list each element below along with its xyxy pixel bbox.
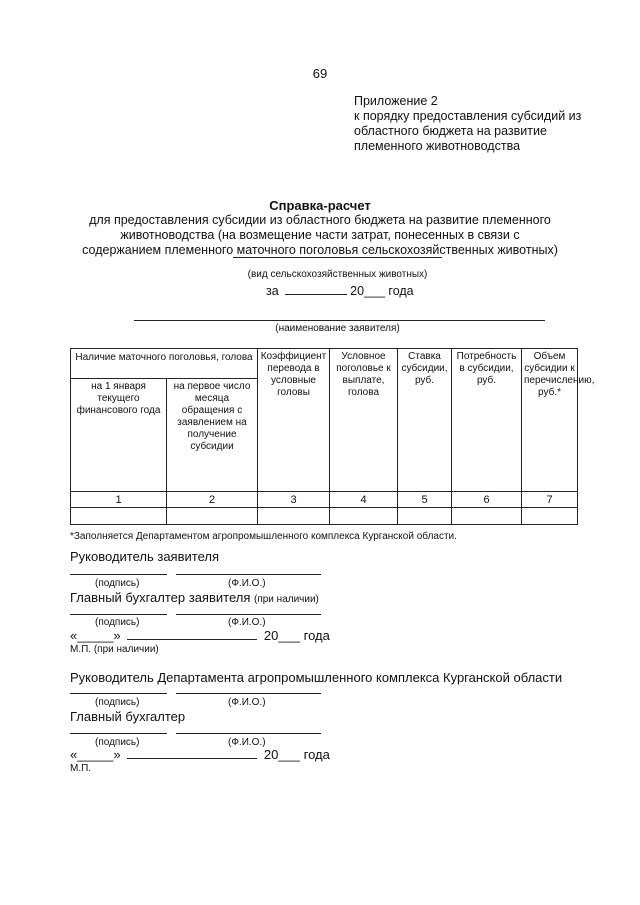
period-blank xyxy=(285,294,347,295)
date-suffix: года xyxy=(303,628,330,643)
table-cell xyxy=(330,508,398,525)
header-conditional-livestock: Условное поголовье к выплате, голова xyxy=(330,349,398,492)
fio-caption: (Ф.И.О.) xyxy=(228,578,266,589)
table-cell xyxy=(452,508,522,525)
chief-accountant-applicant-label: Главный бухгалтер заявителя xyxy=(70,590,251,605)
fio-caption: (Ф.И.О.) xyxy=(228,617,266,628)
head-department-label: Руководитель Департамента агропромышленного комплекса Курганской области xyxy=(70,670,563,685)
date-month-blank xyxy=(127,758,257,759)
date-year: 20___ xyxy=(263,628,301,643)
date-year: 20___ xyxy=(263,747,301,762)
table-cell xyxy=(71,508,167,525)
table-cell xyxy=(398,508,452,525)
date-line-department xyxy=(70,747,330,762)
header-amount: Объем субсидии к перечислению, руб.* xyxy=(522,349,578,492)
fio-line xyxy=(176,733,321,734)
signature-caption: (подпись) xyxy=(95,578,140,589)
column-number: 7 xyxy=(522,492,578,508)
applicant-caption: (наименование заявителя) xyxy=(275,323,400,334)
column-number: 2 xyxy=(167,492,258,508)
appendix-block xyxy=(354,94,581,154)
fio-line xyxy=(176,614,321,615)
if-any-note: (при наличии) xyxy=(254,594,319,605)
column-number: 5 xyxy=(398,492,452,508)
signature-line xyxy=(70,733,167,734)
stamp-label: М.П. xyxy=(70,763,92,774)
header-need: Потребность в субсидии, руб. xyxy=(452,349,522,492)
chief-accountant-applicant xyxy=(70,590,319,605)
date-month-blank xyxy=(127,639,257,640)
footnote: *Заполняется Департаментом агропромышленного комплекса Курганской области. xyxy=(70,531,457,542)
applicant-line xyxy=(134,320,545,321)
page-number: 69 xyxy=(312,66,328,81)
date-day: «_____» xyxy=(70,747,121,762)
appendix-title: Приложение 2 xyxy=(354,94,438,108)
header-coefficient: Коэффициент перевода в условные головы xyxy=(258,349,330,492)
animal-type-caption: (вид сельскохозяйственных животных) xyxy=(247,269,428,280)
signature-line xyxy=(70,614,167,615)
column-number: 1 xyxy=(71,492,167,508)
fio-line xyxy=(176,693,321,694)
header-rate: Ставка субсидии, руб. xyxy=(398,349,452,492)
period-year: 20___ xyxy=(350,284,385,298)
signature-line xyxy=(70,574,167,575)
table-cell xyxy=(258,508,330,525)
stamp-if-any: М.П. (при наличии) xyxy=(70,644,159,655)
column-number: 4 xyxy=(330,492,398,508)
header-livestock-group: Наличие маточного поголовья, голова xyxy=(71,349,258,379)
appendix-line: областного бюджета на развитие xyxy=(354,124,547,138)
table-cell xyxy=(167,508,258,525)
document-title: Справка-расчет xyxy=(269,198,371,213)
header-jan-1: на 1 января текущего финансового года xyxy=(71,379,167,492)
fio-line xyxy=(176,574,321,575)
signature-caption: (подпись) xyxy=(95,737,140,748)
appendix-line: племенного животноводства xyxy=(354,139,521,153)
table-cell xyxy=(522,508,578,525)
document-subtitle: для предоставления субсидии из областного бюджета на развитие племенного животноводства (на возмещение части затрат, понесенных в связи с содержанием племенного маточного поголовья сельскохозяйственных животных) xyxy=(82,213,558,257)
signature-line xyxy=(70,693,167,694)
fio-caption: (Ф.И.О.) xyxy=(228,737,266,748)
date-suffix: года xyxy=(303,747,330,762)
period-suffix: года xyxy=(388,284,414,298)
period-prefix: за xyxy=(266,284,279,298)
date-day: «_____» xyxy=(70,628,121,643)
chief-accountant-label: Главный бухгалтер xyxy=(70,709,186,724)
head-applicant-label: Руководитель заявителя xyxy=(70,549,219,564)
signature-caption: (подпись) xyxy=(95,697,140,708)
header-first-of-month: на первое число месяца обращения с заявлением на получение субсидии xyxy=(167,379,258,492)
date-line-applicant xyxy=(70,628,330,643)
column-number: 3 xyxy=(258,492,330,508)
period-line xyxy=(266,284,414,298)
column-number: 6 xyxy=(452,492,522,508)
appendix-line: к порядку предоставления субсидий из xyxy=(354,109,582,123)
animal-type-line xyxy=(233,257,442,258)
signature-caption: (подпись) xyxy=(95,617,140,628)
calculation-table xyxy=(70,348,595,525)
fio-caption: (Ф.И.О.) xyxy=(228,697,266,708)
